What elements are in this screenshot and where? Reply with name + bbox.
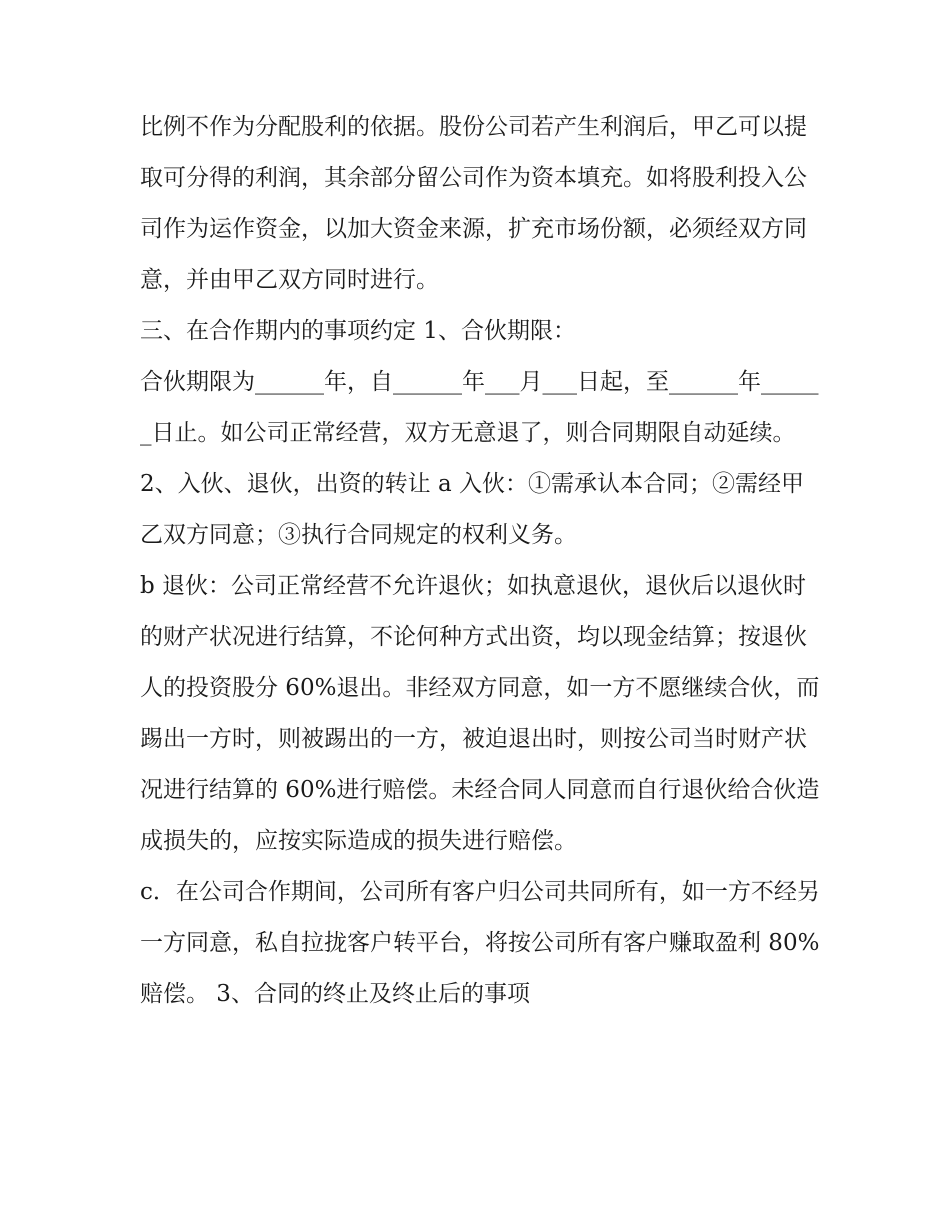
paragraph-partnership-term: 合伙期限为______年，自______年___月___日起，至______年______日止。如公司正常经营，双方无意退了，则合同期限自动延续。 xyxy=(140,369,819,446)
paragraph-withdrawal-terms: b 退伙：公司正常经营不允许退伙；如执意退伙，退伙后以退伙时的财产状况进行结算，不论何种方式出资，均以现金结算；按退伙人的投资股分 60%退出。非经双方同意，如一方不愿继续合伙，而踢出一方时，则被踢出的一方，被迫退出时，则按公司当时财产状况进行结算的 60%进行赔偿。未经合同人同意而自行退伙给合伙造成损失的，应按实际造成的损失进行赔偿。 xyxy=(140,573,820,854)
paragraph-dividend-basis: 比例不作为分配股利的依据。股份公司若产生利润后，甲乙可以提取可分得的利润，其余部分留公司作为资本填充。如将股利投入公司作为运作资金，以加大资金来源，扩充市场份额，必须经双方同意，并由甲乙双方同时进行。 xyxy=(140,114,807,293)
document-body xyxy=(140,102,820,1020)
paragraph-section-three-heading: 三、在合作期内的事项约定 1、合伙期限： xyxy=(140,318,576,344)
paragraph-client-ownership: c．在公司合作期间，公司所有客户归公司共同所有，如一方不经另一方同意，私自拉拢客户转平台，将按公司所有客户赚取盈利 80%赔偿。 3、合同的终止及终止后的事项 xyxy=(140,879,820,1007)
paragraph-join-withdraw: 2、入伙、退伙，出资的转让 a 入伙：①需承认本合同；②需经甲乙双方同意；③执行合同规定的权利义务。 xyxy=(140,471,804,548)
